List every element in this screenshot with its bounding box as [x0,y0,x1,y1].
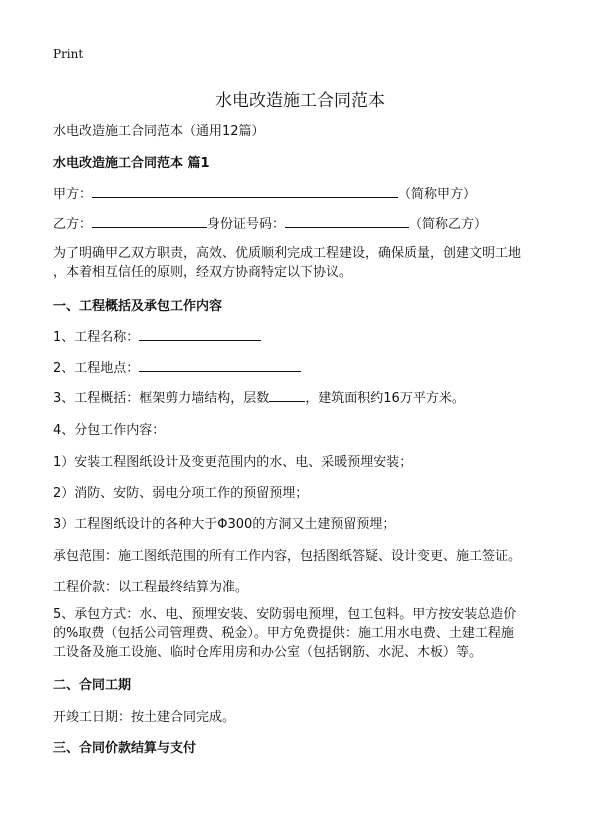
start-date-line: 开竣工日期：按土建合同完成。 [53,710,236,725]
item-3-suffix: ，建筑面积约16万平方米。 [305,391,465,406]
item-5-paragraph [53,605,553,662]
sub-item-2: 2）消防、安防、弱电分项工作的预留预埋； [53,486,309,501]
section-1-title: 一、工程概括及承包工作内容 [53,299,223,314]
party-b-suffix: （简称乙方） [409,217,488,232]
item-3-blank [269,389,305,402]
sub-item-3: 3）工程图纸设计的各种大于Φ300的方洞又土建预留预埋； [53,517,396,532]
item-5-line-2: 的%取费（包括公司管理费、税金）。甲方免费提供：施工用水电费、土建工程施 [53,626,514,641]
party-b-line [53,213,487,232]
item-5-line-1: 5、承包方式：水、电、预埋安装、安防弱电预埋，包工包料。甲方按安装总造价 [53,607,517,622]
party-a-blank [92,185,398,198]
item-2-line [53,357,301,376]
section-3-title: 三、合同价款结算与支付 [53,741,197,756]
party-a-suffix: （简称甲方） [398,187,477,202]
item-3-prefix: 3、工程概括：框架剪力墙结构，层数 [53,391,270,406]
party-a-label: 甲方： [53,187,93,202]
item-1-blank [139,328,261,341]
party-b-id-label: 身份证号码： [207,217,286,232]
sub-item-1: 1）安装工程图纸设计及变更范围内的水、电、采暖预埋安装； [53,455,413,470]
party-b-blank [92,215,207,228]
party-b-label: 乙方： [53,217,93,232]
item-4-label: 4、分包工作内容： [53,423,166,438]
item-5-line-3: 工设备及施工设施、临时仓库用房和办公室（包括钢筋、水泥、木板）等。 [53,645,483,660]
party-b-id-blank [285,215,409,228]
item-1-line [53,326,261,345]
item-1-label: 1、工程名称： [53,330,140,345]
document-title: 水电改造施工合同范本 [215,91,385,111]
item-2-label: 2、工程地点： [53,361,140,376]
section-2-title: 二、合同工期 [53,678,132,693]
document-subtitle: 水电改造施工合同范本（通用12篇） [53,124,265,139]
intro-paragraph [53,244,553,282]
item-2-blank [139,359,301,372]
intro-line-2: ，本着相互信任的原则，经双方协商特定以下协议。 [53,265,353,280]
price-line: 工程价款：以工程最终结算为准。 [53,580,249,595]
party-a-line [53,183,476,202]
heading-part1: 水电改造施工合同范本 篇1 [53,156,210,171]
item-3-line [53,387,465,406]
print-label[interactable]: Print [53,47,84,61]
scope-line: 承包范围：施工图纸范围的所有工作内容，包括图纸答疑、设计变更、施工签证。 [53,549,522,564]
intro-line-1: 为了明确甲乙双方职责，高效、优质顺利完成工程建设，确保质量，创建文明工地 [53,246,522,261]
